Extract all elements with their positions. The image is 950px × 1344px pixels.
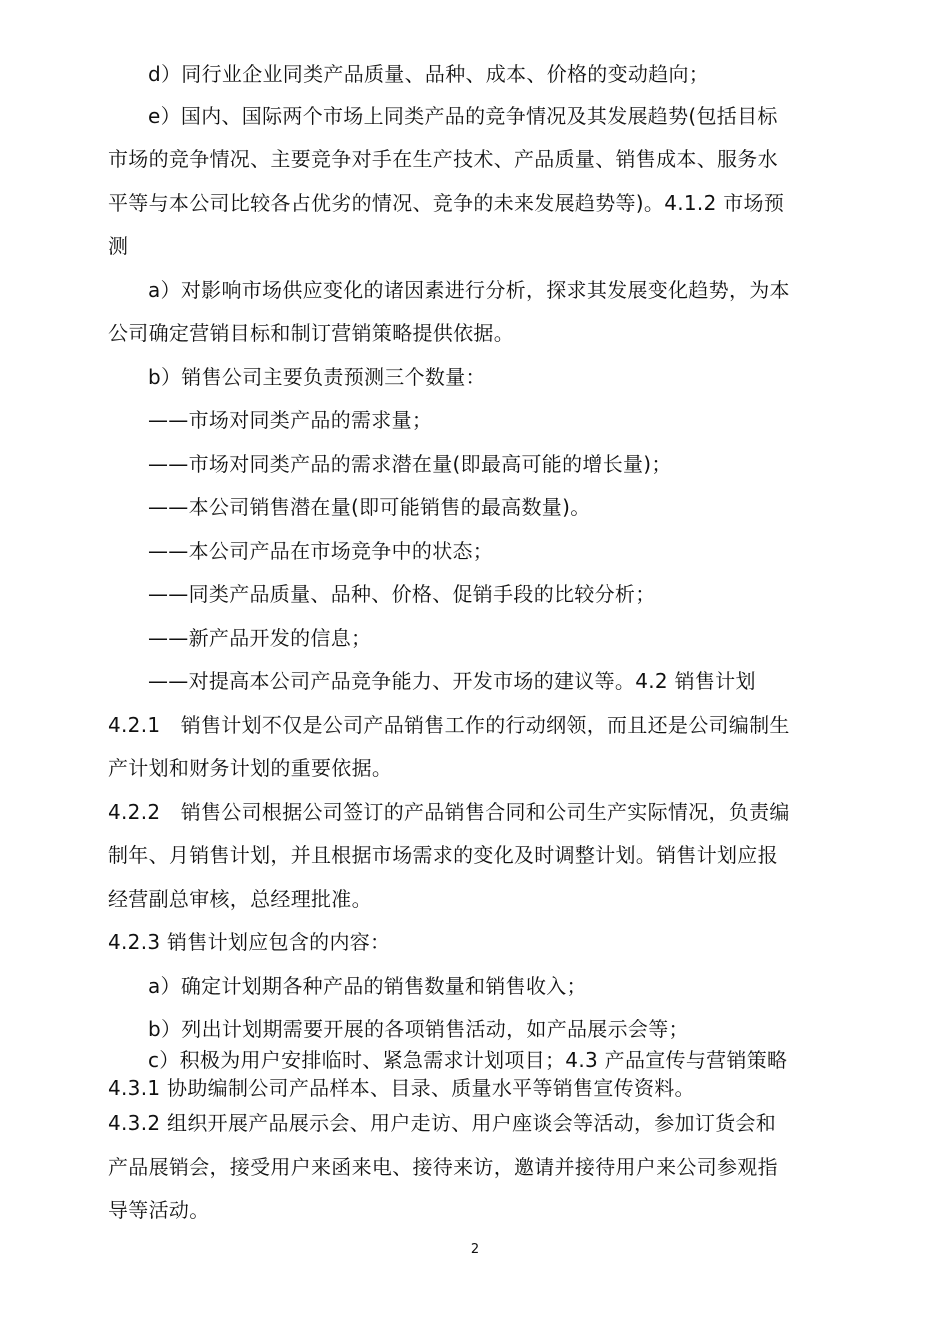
text-line: c）积极为用户安排临时、紧急需求计划项目；4.3 产品宣传与营销策略 bbox=[148, 1048, 788, 1072]
text-line: 4.2.2 销售公司根据公司签订的产品销售合同和公司生产实际情况，负责编 bbox=[108, 800, 790, 824]
text-line: ——市场对同类产品的需求量； bbox=[148, 408, 433, 432]
text-line: 经营副总审核，总经理批准。 bbox=[108, 887, 372, 911]
text-line: 4.2.3 销售计划应包含的内容： bbox=[108, 930, 391, 954]
text-line: b）列出计划期需要开展的各项销售活动，如产品展示会等； bbox=[148, 1017, 689, 1041]
text-line: a）对影响市场供应变化的诸因素进行分析，探求其发展变化趋势，为本 bbox=[148, 278, 790, 302]
page-number: 2 bbox=[470, 1242, 480, 1257]
text-line: 平等与本公司比较各占优劣的情况、竞争的未来发展趋势等)。4.1.2 市场预 bbox=[108, 191, 785, 215]
text-line: ——同类产品质量、品种、价格、促销手段的比较分析； bbox=[148, 582, 656, 606]
text-line: a）确定计划期各种产品的销售数量和销售收入； bbox=[148, 974, 587, 998]
text-line: 市场的竞争情况、主要竞争对手在生产技术、产品质量、销售成本、服务水 bbox=[108, 147, 778, 171]
text-line: 测 bbox=[108, 234, 129, 258]
text-line: d）同行业企业同类产品质量、品种、成本、价格的变动趋向； bbox=[148, 62, 710, 86]
text-line: 制年、月销售计划，并且根据市场需求的变化及时调整计划。销售计划应报 bbox=[108, 843, 778, 867]
text-line: ——本公司产品在市场竞争中的状态； bbox=[148, 539, 494, 563]
text-line: ——新产品开发的信息； bbox=[148, 626, 372, 650]
text-line: 4.3.1 协助编制公司产品样本、目录、质量水平等销售宣传资料。 bbox=[108, 1076, 695, 1100]
text-line: ——对提高本公司产品竞争能力、开发市场的建议等。4.2 销售计划 bbox=[148, 669, 756, 693]
text-line: 产计划和财务计划的重要依据。 bbox=[108, 756, 393, 780]
text-line: ——市场对同类产品的需求潜在量(即最高可能的增长量)； bbox=[148, 452, 672, 476]
text-line: ——本公司销售潜在量(即可能销售的最高数量)。 bbox=[148, 495, 591, 519]
text-line: 4.2.1 销售计划不仅是公司产品销售工作的行动纲领，而且还是公司编制生 bbox=[108, 713, 790, 737]
text-line: 4.3.2 组织开展产品展示会、用户走访、用户座谈会等活动，参加订货会和 bbox=[108, 1111, 777, 1135]
text-line: 产品展销会，接受用户来函来电、接待来访，邀请并接待用户来公司参观指 bbox=[108, 1155, 778, 1179]
text-line: 公司确定营销目标和制订营销策略提供依据。 bbox=[108, 321, 514, 345]
text-line: 导等活动。 bbox=[108, 1198, 210, 1222]
text-line: e）国内、国际两个市场上同类产品的竞争情况及其发展趋势(包括目标 bbox=[148, 104, 778, 128]
text-line: b）销售公司主要负责预测三个数量： bbox=[148, 365, 486, 389]
